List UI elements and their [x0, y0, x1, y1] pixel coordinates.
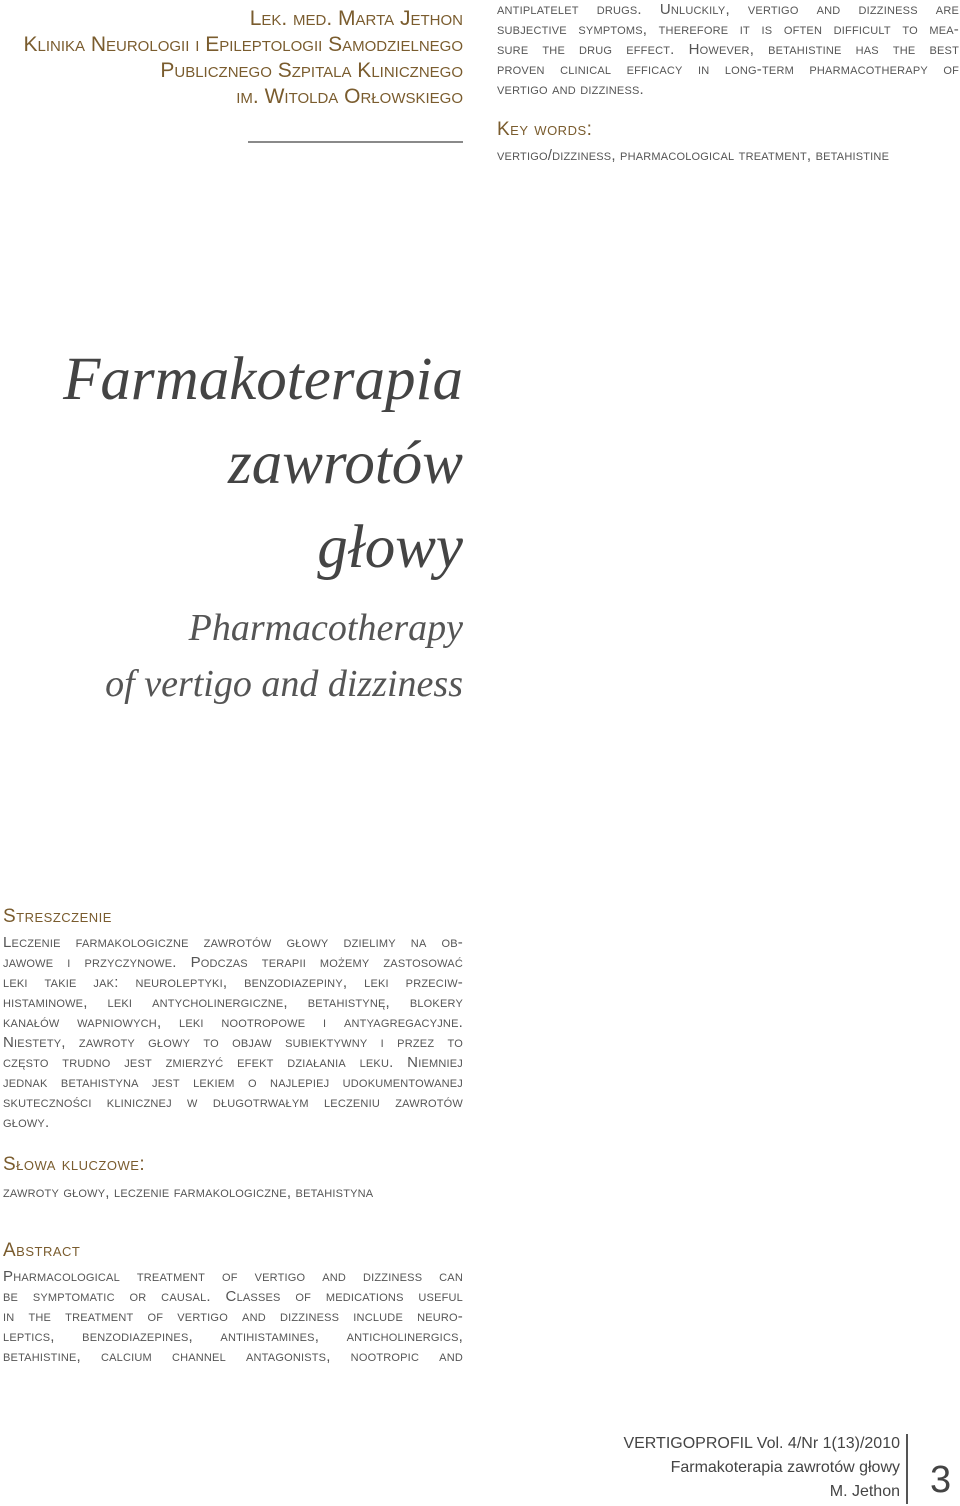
author-divider [248, 141, 463, 143]
article-title-en [0, 600, 463, 712]
summary-line: Leczenie farmakologiczne zawrotów głowy dzielimy na ob- [3, 934, 463, 951]
page-number: 3 [930, 1459, 952, 1501]
abstract-continued [497, 0, 959, 100]
abstract-line: in the treatment of vertigo and dizziness include neuro- [3, 1308, 463, 1325]
abstract-line: Pharmacological treatment of vertigo and dizziness can [3, 1268, 463, 1285]
summary-line: jawowe i przyczynowe. Podczas terapii możemy zastosować [3, 954, 463, 971]
summary-section [3, 905, 463, 1133]
title-en-line: Pharmacotherapy [188, 607, 463, 649]
author-block [0, 6, 463, 110]
author-affiliation-line-1: Klinika Neurologii i Epileptologii Samodzielnego [23, 33, 463, 56]
author-affiliation-line-2: Publicznego Szpitala Klinicznego [160, 59, 463, 82]
summary-line: głowy. [3, 1114, 50, 1131]
summary-line: leki takie jak: neuroleptyki, benzodiazepiny, leki przeciw- [3, 974, 463, 991]
summary-heading: Streszczenie [3, 906, 112, 927]
key-words-pl-text: zawroty głowy, leczenie farmakologiczne, betahistyna [3, 1184, 374, 1201]
footer-author: M. Jethon [829, 1483, 900, 1500]
title-pl-line: zawrotów [227, 430, 463, 497]
summary-line: histaminowe, leki antycholinergiczne, betahistynę, blokery [3, 994, 463, 1011]
abstract-line: leptics, benzodiazepines, antihistamines, anticholinergics, [3, 1328, 463, 1345]
summary-line: jednak betahistyna jest lekiem o najlepiej udokumentowanej [3, 1074, 463, 1091]
article-title-pl [0, 338, 463, 590]
abstract-continued-line: proven clinical efficacy in long-term pharmacotherapy of [497, 61, 959, 78]
journal-citation: VERTIGOPROFIL Vol. 4/Nr 1(13)/2010 [623, 1435, 900, 1452]
footer-article-title: Farmakoterapia zawrotów głowy [670, 1459, 900, 1476]
author-affiliation-line-3: im. Witolda Orłowskiego [236, 85, 463, 108]
title-en-line: of vertigo and dizziness [105, 663, 463, 705]
footer-divider [906, 1434, 908, 1504]
key-words-pl-heading: Słowa kluczowe: [3, 1154, 146, 1175]
title-pl-line: Farmakoterapia [63, 346, 463, 413]
summary-line: skuteczności klinicznej w długotrwałym leczeniu zawrotów [3, 1094, 463, 1111]
abstract-continued-line: sure the drug effect. However, betahistine has the best [497, 41, 959, 58]
footer-text [623, 1432, 900, 1504]
key-words-en-text: vertigo/dizziness, pharmacological treatment, betahistine [497, 147, 890, 164]
page-footer [612, 1432, 960, 1506]
abstract-continued-line: subjective symptoms, therefore it is often difficult to mea- [497, 21, 959, 38]
key-words-pl-section [3, 1153, 463, 1203]
author-name: Lek. med. Marta Jethon [249, 7, 463, 30]
abstract-continued-line: antiplatelet drugs. Unluckily, vertigo and dizziness are [497, 1, 959, 18]
summary-line: często trudno jest zmierzyć efekt działania leku. Niemniej [3, 1054, 463, 1071]
article-title-block [0, 338, 463, 712]
summary-line: kanałów wapniowych, leki nootropowe i antyagregacyjne. [3, 1014, 463, 1031]
abstract-heading: Abstract [3, 1240, 81, 1261]
summary-line: Niestety, zawroty głowy to objaw subiektywny i przez to [3, 1034, 463, 1051]
abstract-continued-line: vertigo and dizziness. [497, 81, 644, 98]
abstract-line: betahistine, calcium channel antagonists, nootropic and [3, 1348, 463, 1365]
abstract-section [3, 1239, 463, 1367]
key-words-en-heading: Key words: [497, 119, 593, 140]
abstract-line: be symptomatic or causal. Classes of medications useful [3, 1288, 463, 1305]
title-pl-line: głowy [317, 514, 463, 581]
